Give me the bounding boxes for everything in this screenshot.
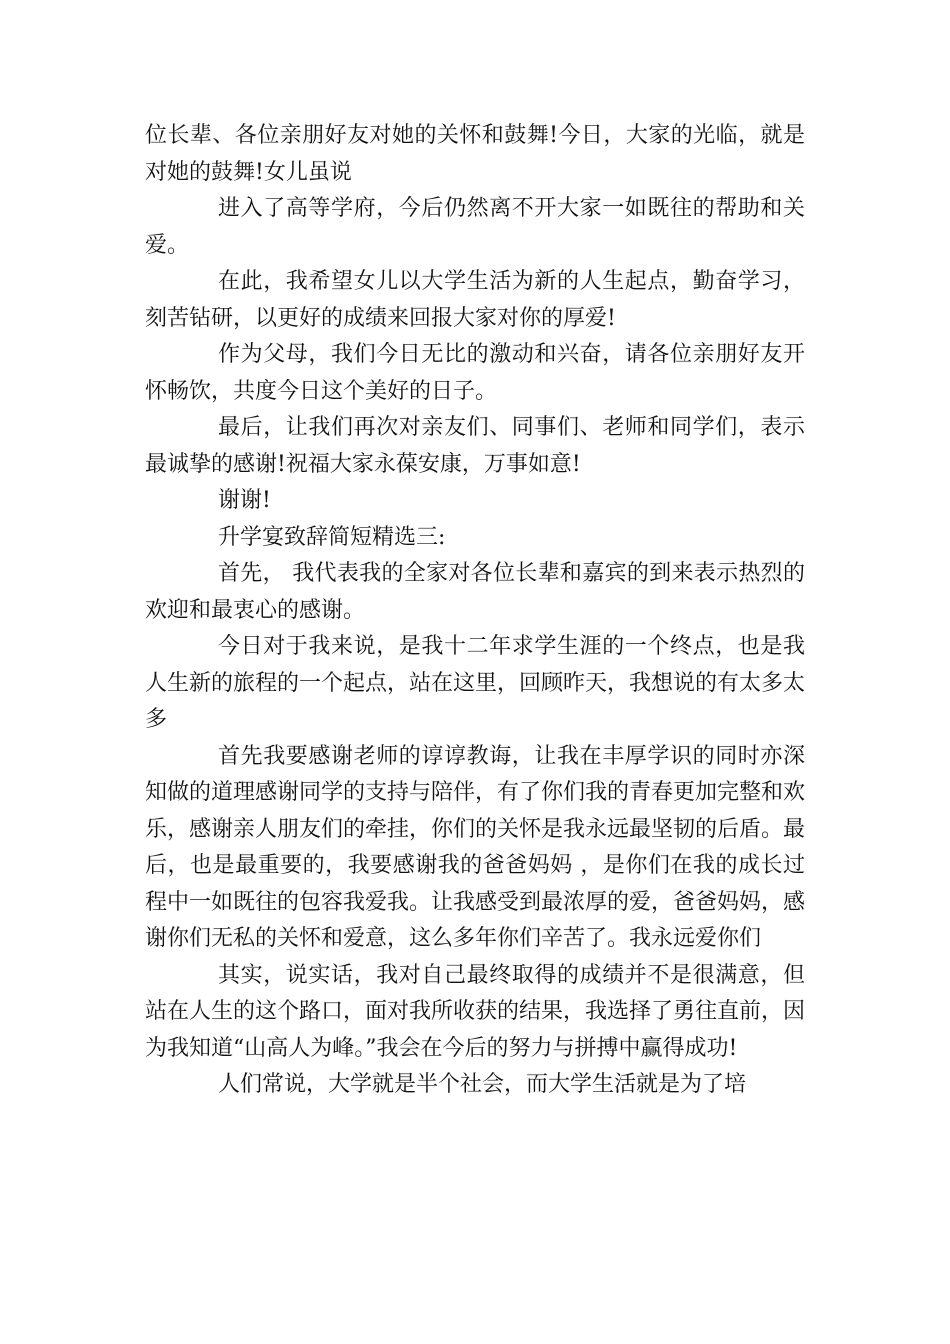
paragraph-3: 在此，我希望女儿以大学生活为新的人生起点，勤奋学习，刻苦钻研，以更好的成绩来回报大家对你的厚爱! bbox=[145, 269, 805, 331]
paragraph-8: 首先， 我代表我的全家对各位长辈和嘉宾的到来表示热烈的欢迎和最衷心的感谢。 bbox=[145, 561, 805, 623]
paragraph-6: 谢谢! bbox=[218, 488, 271, 513]
paragraph-9: 今日对于我来说，是我十二年求学生涯的一个终点，也是我人生新的旅程的一个起点，站在这里，回顾昨天，我想说的有太多太多 bbox=[145, 634, 806, 732]
paragraph-1: 位长辈、各位亲朋好友对她的关怀和鼓舞!今日，大家的光临，就是对她的鼓舞!女儿虽说 bbox=[145, 123, 805, 185]
paragraph-12: 人们常说，大学就是半个社会，而大学生活就是为了培 bbox=[218, 1072, 747, 1097]
paragraph-11: 其实，说实话，我对自己最终取得的成绩并不是很满意，但站在人生的这个路口，面对我所收获的结果，我选择了勇往直前，因为我知道“山高人为峰。”我会在今后的努力与拼搏中赢得成功! bbox=[145, 962, 806, 1061]
paragraph-4: 作为父母，我们今日无比的激动和兴奋，请各位亲朋好友开怀畅饮，共度今日这个美好的日子。 bbox=[145, 342, 805, 404]
paragraph-10: 首先我要感谢老师的谆谆教诲，让我在丰厚学识的同时亦深知做的道理感谢同学的支持与陪伴，有了你们我的青春更加完整和欢乐，感谢亲人朋友们的牵挂，你们的关怀是我永远最坚韧的后盾。最后，也是最重要的，我要感谢我的爸爸妈妈 ，是你们在我的成长过程中一如既往的包容我爱我。让我感受到最浓厚的爱，爸爸妈妈，感谢你们无私的关怀和爱意，这么多年你们辛苦了。我永远爱你们 bbox=[145, 743, 806, 951]
paragraph-2: 进入了高等学府，今后仍然离不开大家一如既往的帮助和关爱。 bbox=[145, 196, 805, 258]
section-heading: 升学宴致辞简短精选三: bbox=[218, 524, 446, 550]
paragraph-5: 最后，让我们再次对亲友们、同事们、老师和同学们，表示最诚挚的感谢!祝福大家永葆安康，万事如意! bbox=[145, 415, 805, 477]
document-body bbox=[145, 118, 805, 1104]
